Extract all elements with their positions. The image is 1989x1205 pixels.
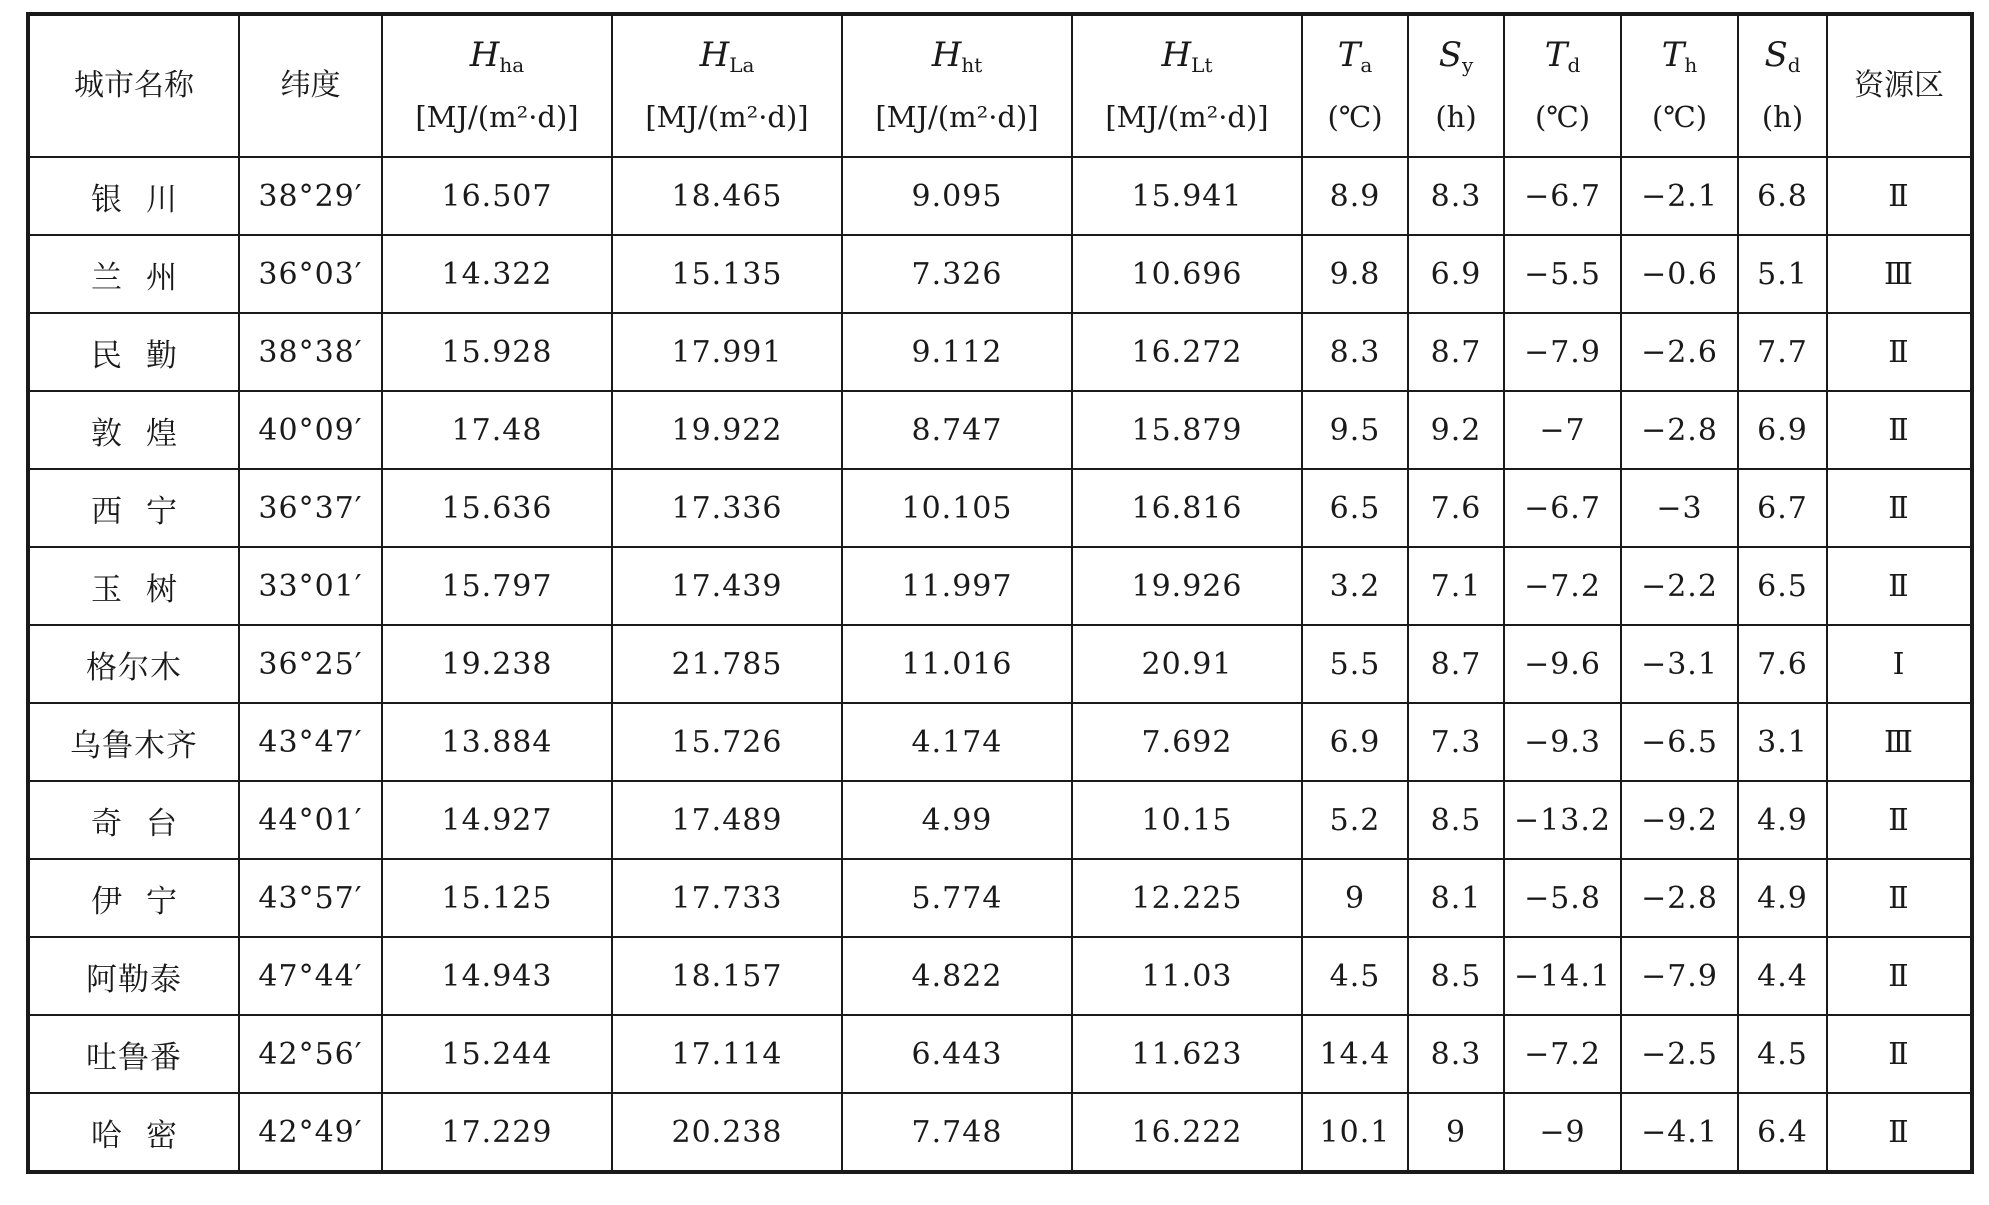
h-la-cell: 17.733 (612, 859, 842, 937)
solar-resource-table (26, 12, 1974, 1174)
header-h-la-subscript: La (729, 53, 755, 77)
header-h-la (612, 14, 842, 157)
header-h-ht-unit: [MJ/(m²·d)] (875, 100, 1039, 134)
s-y-cell: 8.1 (1408, 859, 1504, 937)
t-h-cell: −3.1 (1621, 625, 1738, 703)
h-la-cell: 21.785 (612, 625, 842, 703)
s-y-cell: 7.3 (1408, 703, 1504, 781)
header-t-a-subscript: a (1360, 53, 1373, 77)
h-ha-cell: 16.507 (382, 157, 612, 235)
header-h-lt-symbol: H (1161, 35, 1192, 75)
s-d-cell: 6.9 (1738, 391, 1827, 469)
city-cell: 格尔木 (28, 625, 239, 703)
t-a-cell: 8.9 (1302, 157, 1408, 235)
h-ha-cell: 15.244 (382, 1015, 612, 1093)
city-cell: 银川 (28, 157, 239, 235)
header-s-d-subscript: d (1787, 53, 1801, 77)
header-t-a-unit: (℃) (1327, 100, 1383, 134)
h-lt-cell: 19.926 (1072, 547, 1302, 625)
zone-cell: Ⅱ (1827, 1015, 1972, 1093)
h-la-cell: 15.135 (612, 235, 842, 313)
s-y-cell: 9 (1408, 1093, 1504, 1172)
header-t-h (1621, 14, 1738, 157)
s-d-cell: 5.1 (1738, 235, 1827, 313)
header-s-d (1738, 14, 1827, 157)
latitude-cell: 33°01′ (239, 547, 382, 625)
city-cell: 乌鲁木齐 (28, 703, 239, 781)
header-h-la-unit: [MJ/(m²·d)] (645, 100, 809, 134)
h-lt-cell: 20.91 (1072, 625, 1302, 703)
h-ha-cell: 13.884 (382, 703, 612, 781)
table-body (28, 157, 1972, 1172)
header-h-ha-unit: [MJ/(m²·d)] (415, 100, 579, 134)
city-cell: 奇台 (28, 781, 239, 859)
zone-cell: Ⅱ (1827, 391, 1972, 469)
t-h-cell: −4.1 (1621, 1093, 1738, 1172)
header-t-d-unit: (℃) (1534, 100, 1591, 134)
t-h-cell: −6.5 (1621, 703, 1738, 781)
header-t-a (1302, 14, 1408, 157)
h-ht-cell: 11.016 (842, 625, 1072, 703)
h-ha-cell: 17.229 (382, 1093, 612, 1172)
t-d-cell: −5.8 (1504, 859, 1621, 937)
zone-cell: Ⅱ (1827, 781, 1972, 859)
table-row (28, 313, 1972, 391)
latitude-cell: 47°44′ (239, 937, 382, 1015)
t-h-cell: −2.1 (1621, 157, 1738, 235)
table-row (28, 235, 1972, 313)
h-la-cell: 17.489 (612, 781, 842, 859)
h-ha-cell: 15.928 (382, 313, 612, 391)
table-row (28, 1093, 1972, 1172)
s-y-cell: 7.1 (1408, 547, 1504, 625)
table-row (28, 157, 1972, 235)
s-y-cell: 8.3 (1408, 157, 1504, 235)
city-cell: 民勤 (28, 313, 239, 391)
h-ht-cell: 7.748 (842, 1093, 1072, 1172)
solar-resource-table-container (26, 12, 1970, 1174)
zone-cell: Ⅰ (1827, 625, 1972, 703)
header-h-la-symbol: H (699, 35, 730, 75)
header-h-ht-symbol: H (931, 35, 962, 75)
header-t-h-unit: (℃) (1651, 100, 1708, 134)
latitude-cell: 38°38′ (239, 313, 382, 391)
s-y-cell: 7.6 (1408, 469, 1504, 547)
header-zone: 资源区 (1827, 14, 1972, 157)
h-ht-cell: 4.822 (842, 937, 1072, 1015)
zone-cell: Ⅱ (1827, 157, 1972, 235)
header-row (28, 14, 1972, 157)
latitude-cell: 38°29′ (239, 157, 382, 235)
s-y-cell: 8.7 (1408, 625, 1504, 703)
header-city: 城市名称 (28, 14, 239, 157)
header-s-y-symbol: S (1438, 35, 1462, 75)
h-lt-cell: 16.272 (1072, 313, 1302, 391)
header-t-a-symbol: T (1337, 35, 1361, 75)
zone-cell: Ⅱ (1827, 469, 1972, 547)
table-row (28, 937, 1972, 1015)
h-ht-cell: 9.095 (842, 157, 1072, 235)
h-ha-cell: 14.322 (382, 235, 612, 313)
s-d-cell: 4.9 (1738, 781, 1827, 859)
h-lt-cell: 16.222 (1072, 1093, 1302, 1172)
h-lt-cell: 7.692 (1072, 703, 1302, 781)
city-cell: 哈密 (28, 1093, 239, 1172)
latitude-cell: 36°25′ (239, 625, 382, 703)
h-ht-cell: 4.99 (842, 781, 1072, 859)
h-ht-cell: 9.112 (842, 313, 1072, 391)
city-cell: 西宁 (28, 469, 239, 547)
header-h-ha-symbol: H (469, 35, 500, 75)
t-h-cell: −2.5 (1621, 1015, 1738, 1093)
s-y-cell: 8.3 (1408, 1015, 1504, 1093)
t-d-cell: −7.9 (1504, 313, 1621, 391)
h-la-cell: 17.439 (612, 547, 842, 625)
h-ht-cell: 6.443 (842, 1015, 1072, 1093)
t-d-cell: −5.5 (1504, 235, 1621, 313)
t-h-cell: −2.8 (1621, 859, 1738, 937)
t-h-cell: −9.2 (1621, 781, 1738, 859)
header-latitude: 纬度 (239, 14, 382, 157)
s-y-cell: 8.7 (1408, 313, 1504, 391)
header-h-ht-subscript: ht (961, 53, 983, 77)
t-a-cell: 9.5 (1302, 391, 1408, 469)
t-a-cell: 5.5 (1302, 625, 1408, 703)
t-a-cell: 8.3 (1302, 313, 1408, 391)
zone-cell: Ⅱ (1827, 1093, 1972, 1172)
table-row (28, 391, 1972, 469)
h-lt-cell: 10.15 (1072, 781, 1302, 859)
city-cell: 兰州 (28, 235, 239, 313)
latitude-cell: 44°01′ (239, 781, 382, 859)
latitude-cell: 43°57′ (239, 859, 382, 937)
header-s-y-unit: (h) (1435, 100, 1477, 134)
t-a-cell: 9 (1302, 859, 1408, 937)
t-d-cell: −9.3 (1504, 703, 1621, 781)
table-row (28, 1015, 1972, 1093)
h-ha-cell: 14.927 (382, 781, 612, 859)
h-la-cell: 15.726 (612, 703, 842, 781)
table-row (28, 625, 1972, 703)
t-h-cell: −7.9 (1621, 937, 1738, 1015)
latitude-cell: 36°03′ (239, 235, 382, 313)
h-lt-cell: 11.03 (1072, 937, 1302, 1015)
s-d-cell: 7.7 (1738, 313, 1827, 391)
header-t-d-symbol: T (1544, 35, 1568, 75)
header-h-ha-subscript: ha (499, 53, 525, 77)
header-t-h-symbol: T (1661, 35, 1685, 75)
city-cell: 伊宁 (28, 859, 239, 937)
h-la-cell: 18.465 (612, 157, 842, 235)
h-ha-cell: 15.797 (382, 547, 612, 625)
t-d-cell: −7.2 (1504, 1015, 1621, 1093)
s-d-cell: 4.5 (1738, 1015, 1827, 1093)
city-cell: 敦煌 (28, 391, 239, 469)
t-d-cell: −7.2 (1504, 547, 1621, 625)
s-d-cell: 6.5 (1738, 547, 1827, 625)
header-s-y-subscript: y (1461, 53, 1474, 77)
t-d-cell: −7 (1504, 391, 1621, 469)
s-y-cell: 8.5 (1408, 937, 1504, 1015)
h-la-cell: 17.336 (612, 469, 842, 547)
h-ht-cell: 5.774 (842, 859, 1072, 937)
s-d-cell: 6.7 (1738, 469, 1827, 547)
s-y-cell: 9.2 (1408, 391, 1504, 469)
h-lt-cell: 15.941 (1072, 157, 1302, 235)
t-d-cell: −13.2 (1504, 781, 1621, 859)
h-ha-cell: 17.48 (382, 391, 612, 469)
h-la-cell: 19.922 (612, 391, 842, 469)
city-cell: 吐鲁番 (28, 1015, 239, 1093)
table-row (28, 703, 1972, 781)
header-h-lt-unit: [MJ/(m²·d)] (1105, 100, 1269, 134)
latitude-cell: 42°56′ (239, 1015, 382, 1093)
h-la-cell: 20.238 (612, 1093, 842, 1172)
h-ha-cell: 15.125 (382, 859, 612, 937)
h-lt-cell: 10.696 (1072, 235, 1302, 313)
h-lt-cell: 15.879 (1072, 391, 1302, 469)
s-y-cell: 8.5 (1408, 781, 1504, 859)
zone-cell: Ⅱ (1827, 547, 1972, 625)
t-a-cell: 3.2 (1302, 547, 1408, 625)
h-la-cell: 17.114 (612, 1015, 842, 1093)
header-s-y (1408, 14, 1504, 157)
header-s-d-unit: (h) (1761, 100, 1804, 134)
t-d-cell: −9 (1504, 1093, 1621, 1172)
header-t-h-subscript: h (1684, 53, 1698, 77)
t-a-cell: 5.2 (1302, 781, 1408, 859)
latitude-cell: 43°47′ (239, 703, 382, 781)
h-lt-cell: 11.623 (1072, 1015, 1302, 1093)
header-t-d-subscript: d (1567, 53, 1581, 77)
s-d-cell: 4.9 (1738, 859, 1827, 937)
header-h-ht (842, 14, 1072, 157)
h-lt-cell: 16.816 (1072, 469, 1302, 547)
t-a-cell: 9.8 (1302, 235, 1408, 313)
h-ha-cell: 15.636 (382, 469, 612, 547)
table-row (28, 469, 1972, 547)
t-h-cell: −2.2 (1621, 547, 1738, 625)
table-header (28, 14, 1972, 157)
header-h-lt (1072, 14, 1302, 157)
header-t-d (1504, 14, 1621, 157)
zone-cell: Ⅱ (1827, 313, 1972, 391)
t-a-cell: 4.5 (1302, 937, 1408, 1015)
t-a-cell: 6.5 (1302, 469, 1408, 547)
s-d-cell: 7.6 (1738, 625, 1827, 703)
header-h-ha (382, 14, 612, 157)
latitude-cell: 40°09′ (239, 391, 382, 469)
header-s-d-symbol: S (1764, 35, 1788, 75)
s-d-cell: 6.8 (1738, 157, 1827, 235)
t-d-cell: −14.1 (1504, 937, 1621, 1015)
h-ht-cell: 4.174 (842, 703, 1072, 781)
s-d-cell: 4.4 (1738, 937, 1827, 1015)
zone-cell: Ⅱ (1827, 859, 1972, 937)
h-ht-cell: 8.747 (842, 391, 1072, 469)
t-d-cell: −9.6 (1504, 625, 1621, 703)
t-h-cell: −2.6 (1621, 313, 1738, 391)
h-ht-cell: 11.997 (842, 547, 1072, 625)
t-d-cell: −6.7 (1504, 157, 1621, 235)
city-cell: 阿勒泰 (28, 937, 239, 1015)
t-a-cell: 6.9 (1302, 703, 1408, 781)
t-d-cell: −6.7 (1504, 469, 1621, 547)
h-lt-cell: 12.225 (1072, 859, 1302, 937)
t-h-cell: −3 (1621, 469, 1738, 547)
latitude-cell: 36°37′ (239, 469, 382, 547)
t-h-cell: −2.8 (1621, 391, 1738, 469)
h-ha-cell: 14.943 (382, 937, 612, 1015)
zone-cell: Ⅲ (1827, 703, 1972, 781)
table-row (28, 547, 1972, 625)
t-a-cell: 14.4 (1302, 1015, 1408, 1093)
h-ht-cell: 7.326 (842, 235, 1072, 313)
t-h-cell: −0.6 (1621, 235, 1738, 313)
h-ht-cell: 10.105 (842, 469, 1072, 547)
t-a-cell: 10.1 (1302, 1093, 1408, 1172)
latitude-cell: 42°49′ (239, 1093, 382, 1172)
h-la-cell: 18.157 (612, 937, 842, 1015)
city-cell: 玉树 (28, 547, 239, 625)
header-h-lt-subscript: Lt (1191, 53, 1213, 77)
zone-cell: Ⅱ (1827, 937, 1972, 1015)
s-d-cell: 3.1 (1738, 703, 1827, 781)
h-la-cell: 17.991 (612, 313, 842, 391)
s-y-cell: 6.9 (1408, 235, 1504, 313)
h-ha-cell: 19.238 (382, 625, 612, 703)
s-d-cell: 6.4 (1738, 1093, 1827, 1172)
table-row (28, 781, 1972, 859)
table-row (28, 859, 1972, 937)
zone-cell: Ⅲ (1827, 235, 1972, 313)
